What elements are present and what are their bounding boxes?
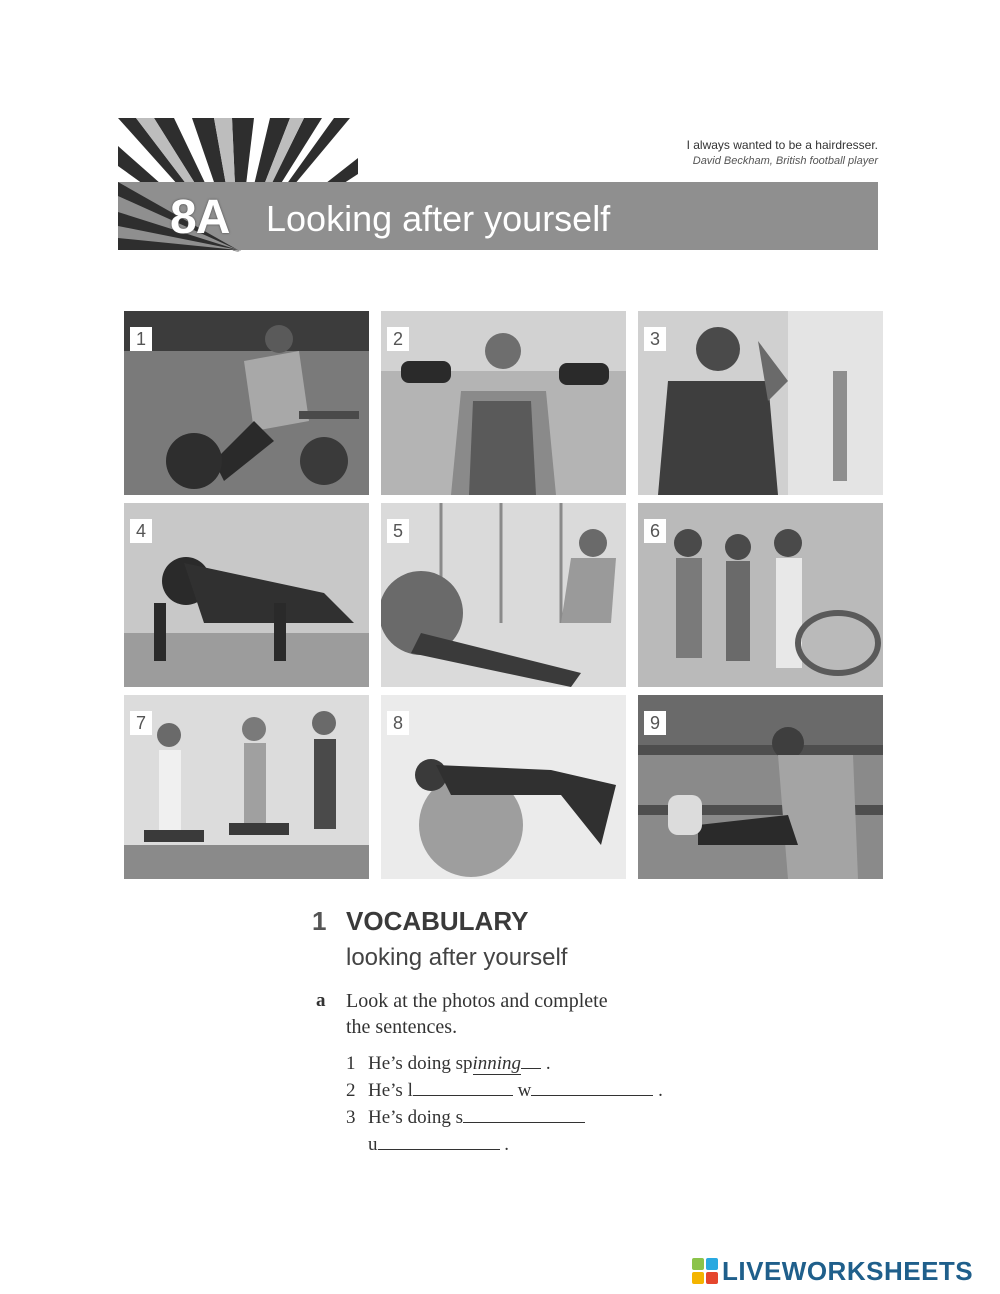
item-line2-prefix: u: [368, 1134, 378, 1155]
push-ups-photo-icon: [124, 503, 369, 687]
answer-field-2a[interactable]: [413, 1077, 513, 1096]
photo-number: 6: [644, 519, 666, 543]
photo-number: 3: [644, 327, 666, 351]
cross-trainer-photo-icon: [638, 503, 883, 687]
exercise-item-2: [346, 1077, 663, 1104]
section-subheading: looking after yourself: [346, 944, 568, 971]
item-middle: w: [517, 1080, 532, 1101]
sit-ups-photo-icon: [638, 311, 883, 495]
unit-number: 8A: [170, 191, 230, 244]
logo-square: [706, 1258, 718, 1270]
photo-number: 9: [644, 711, 666, 735]
quote-author: David Beckham, British football player: [692, 155, 878, 167]
photo-number: 1: [130, 327, 152, 351]
instruction-line-1: Look at the photos and complete: [346, 990, 608, 1012]
logo-text: LIVEWORKSHEETS: [722, 1255, 974, 1286]
instruction-line-2: the sentences.: [346, 1016, 458, 1038]
answer-blank[interactable]: [521, 1050, 541, 1069]
photo-number: 8: [387, 711, 409, 735]
photo-number: 5: [387, 519, 409, 543]
answer-field-2b[interactable]: [531, 1077, 653, 1096]
unit-header: [118, 118, 878, 252]
photo-grid: [124, 311, 884, 879]
exercise-item-3-line-2: [346, 1131, 663, 1158]
item-number: 3: [346, 1107, 356, 1128]
photo-number: 7: [130, 711, 152, 735]
item-number: 1: [346, 1053, 356, 1074]
item-end: .: [504, 1134, 509, 1155]
unit-title: Looking after yourself: [266, 198, 611, 239]
item-end: .: [545, 1053, 551, 1074]
answer-field-3b[interactable]: [378, 1131, 500, 1150]
answer-field-1[interactable]: inning: [472, 1053, 522, 1074]
photo-8: [381, 695, 626, 879]
logo-square: [706, 1272, 718, 1284]
logo-squares-icon: [692, 1258, 718, 1284]
photo-number: 4: [130, 519, 152, 543]
photo-2: [381, 311, 626, 495]
exercise-item-3: [346, 1104, 663, 1131]
photo-5: [381, 503, 626, 687]
exercise-item-1: [346, 1050, 663, 1077]
exercise-ball-photo-icon: [381, 695, 626, 879]
photo-1: [124, 311, 369, 495]
answer-field-3a[interactable]: [463, 1104, 585, 1123]
spinning-photo-icon: [124, 311, 369, 495]
rowing-photo-icon: [381, 503, 626, 687]
photo-number: 2: [387, 327, 409, 351]
section-heading: [312, 906, 528, 937]
stretching-photo-icon: [638, 695, 883, 879]
logo-square: [692, 1272, 704, 1284]
item-prefix: He’s doing sp: [368, 1053, 473, 1074]
quote: [687, 138, 878, 167]
item-prefix: He’s l: [368, 1080, 413, 1101]
weights-photo-icon: [381, 311, 626, 495]
photo-4: [124, 503, 369, 687]
section-number: 1: [312, 906, 327, 936]
exercise-items: [346, 1050, 663, 1158]
photo-6: [638, 503, 883, 687]
logo-square: [692, 1258, 704, 1270]
quote-text: I always wanted to be a hairdresser.: [686, 138, 878, 152]
photo-3: [638, 311, 883, 495]
item-end: .: [658, 1080, 663, 1101]
item-number: 2: [346, 1080, 356, 1101]
task-instruction: [346, 988, 666, 1040]
section-title: VOCABULARY: [346, 906, 529, 936]
liveworksheets-logo[interactable]: [692, 1256, 973, 1286]
photo-7: [124, 695, 369, 879]
task-letter: a: [316, 990, 326, 1011]
step-aerobics-photo-icon: [124, 695, 369, 879]
item-prefix: He’s doing s: [368, 1107, 463, 1128]
photo-9: [638, 695, 883, 879]
